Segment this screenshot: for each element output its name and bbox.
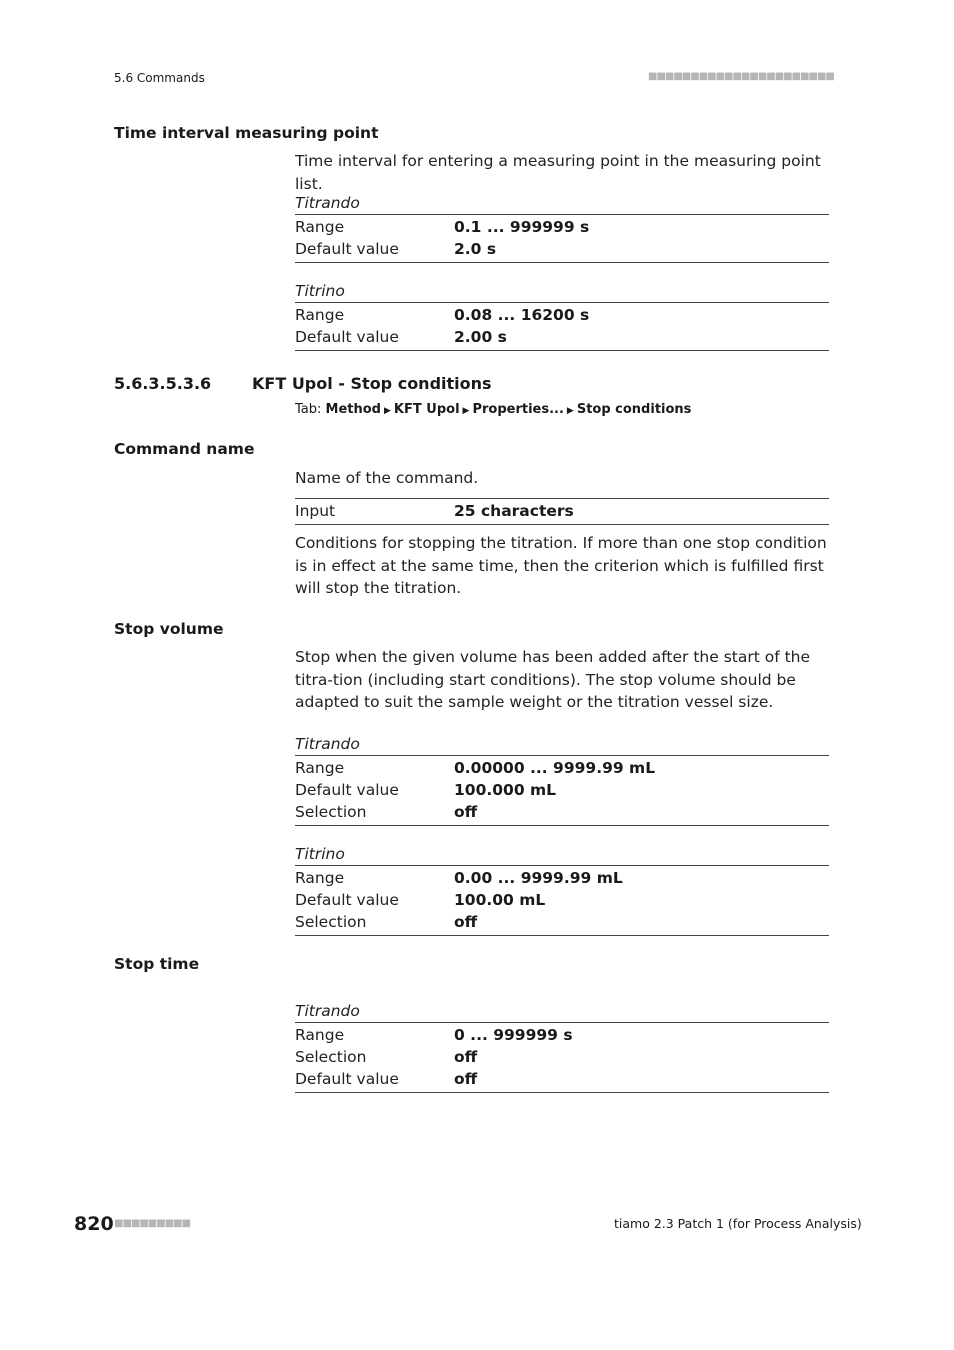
table-row	[295, 500, 829, 522]
breadcrumb-item: Properties...	[472, 402, 564, 417]
heading-stop-volume: Stop volume	[114, 620, 224, 638]
row-key: Default value	[295, 1070, 399, 1088]
row-key: Input	[295, 502, 336, 520]
row-key: Default value	[295, 240, 399, 258]
tab-label: Tab:	[295, 402, 322, 417]
row-value: 100.000 mL	[454, 781, 557, 799]
table-row	[295, 801, 829, 823]
row-value: 0 ... 999999 s	[454, 1026, 573, 1044]
row-value: 2.0 s	[454, 240, 497, 258]
row-value: 0.00 ... 9999.99 mL	[454, 869, 623, 887]
command-name-table	[295, 498, 829, 525]
row-key: Range	[295, 1026, 345, 1044]
breadcrumb-item: KFT Upol	[393, 402, 460, 417]
breadcrumb-item: Method	[325, 402, 381, 417]
row-key: Selection	[295, 913, 367, 931]
table-row	[295, 326, 829, 348]
arrow-right-icon: ▶	[384, 406, 391, 416]
row-key: Selection	[295, 803, 367, 821]
table-row	[295, 757, 829, 779]
table-caption: Titrando	[295, 735, 360, 753]
table-caption: Titrando	[295, 194, 360, 212]
page-number: 820	[74, 1213, 114, 1235]
row-value: 2.00 s	[454, 328, 507, 346]
stop-volume-description: Stop when the given volume has been added after the start of the titra-tion (including start conditions). The stop volume should be adapted to suit the sample weight or the titration vessel size.	[295, 648, 811, 711]
heading-stop-time: Stop time	[114, 955, 200, 973]
conditions-description: Conditions for stopping the titration. If more than one stop condition is in effect at the same time, then the criterion which is fulfilled first will stop the titration.	[295, 534, 827, 597]
command-name-description: Name of the command.	[295, 469, 479, 487]
row-value: 0.00000 ... 9999.99 mL	[454, 759, 656, 777]
row-value: 0.1 ... 999999 s	[454, 218, 590, 236]
table-row	[295, 911, 829, 933]
arrow-right-icon: ▶	[566, 406, 574, 416]
header-dot-bar: ■■■■■■■■■■■■■■■■■■■■■■	[648, 71, 834, 82]
table-row	[295, 216, 829, 238]
table-row	[295, 1046, 829, 1068]
table-caption: Titrino	[295, 282, 345, 300]
table-row	[295, 867, 829, 889]
heading-time-interval: Time interval measuring point	[114, 124, 379, 142]
footer-product: tiamo 2.3 Patch 1 (for Process Analysis)	[614, 1216, 862, 1231]
row-key: Range	[295, 869, 345, 887]
table-row	[295, 1068, 829, 1090]
row-key: Selection	[295, 1048, 367, 1066]
row-key: Default value	[295, 328, 399, 346]
heading-command-name: Command name	[114, 440, 255, 458]
row-value: 0.08 ... 16200 s	[454, 306, 590, 324]
row-key: Default value	[295, 781, 399, 799]
table-row	[295, 304, 829, 326]
row-key: Range	[295, 306, 345, 324]
time-interval-titrando-table	[295, 192, 829, 263]
table-row	[295, 1024, 829, 1046]
arrow-right-icon: ▶	[462, 406, 470, 416]
table-row	[295, 779, 829, 801]
footer-dot-bar: ■■■■■■■■■	[114, 1218, 191, 1229]
stop-time-titrando-table	[295, 1000, 829, 1093]
running-header-section: 5.6 Commands	[114, 71, 205, 85]
row-value: off	[454, 1070, 478, 1088]
section-title: KFT Upol - Stop conditions	[252, 374, 492, 393]
breadcrumb-item: Stop conditions	[576, 402, 692, 417]
time-interval-titrino-table	[295, 280, 829, 351]
row-key: Range	[295, 218, 345, 236]
table-caption: Titrando	[295, 1002, 360, 1020]
table-row	[295, 889, 829, 911]
section-number: 5.6.3.5.3.6	[114, 374, 212, 393]
time-interval-description: Time interval for entering a measuring point in the measuring point list.	[295, 152, 821, 193]
row-key: Range	[295, 759, 345, 777]
row-value: off	[454, 1048, 478, 1066]
row-key: Default value	[295, 891, 399, 909]
row-value: 25 characters	[454, 502, 574, 520]
row-value: 100.00 mL	[454, 891, 546, 909]
stop-volume-titrino-table	[295, 843, 829, 936]
row-value: off	[454, 803, 478, 821]
table-row	[295, 238, 829, 260]
table-caption: Titrino	[295, 845, 345, 863]
stop-volume-titrando-table	[295, 733, 829, 826]
row-value: off	[454, 913, 478, 931]
tab-breadcrumb	[295, 402, 691, 417]
